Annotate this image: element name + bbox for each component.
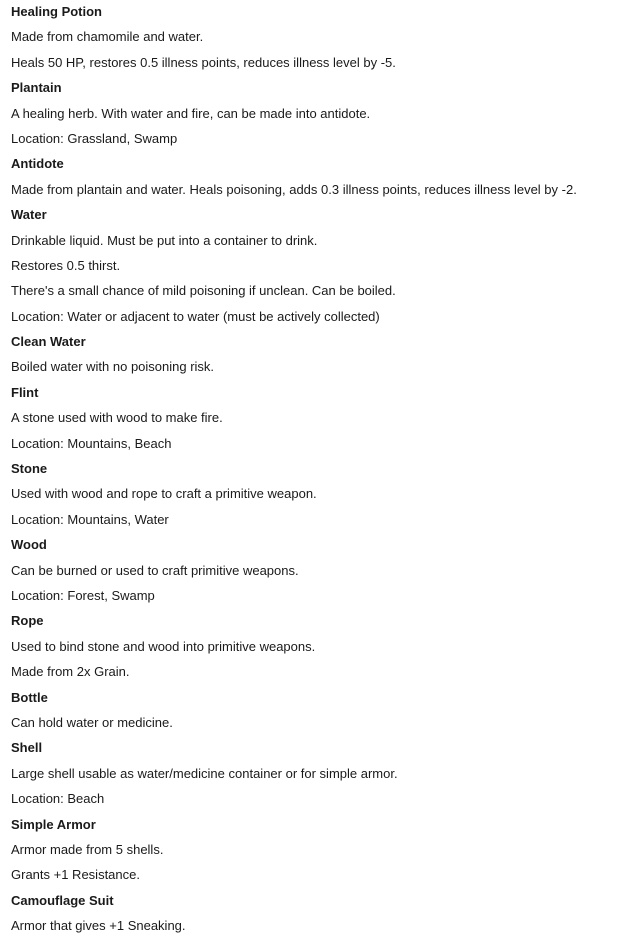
item-description-line: Large shell usable as water/medicine container or for simple armor. [11, 765, 398, 781]
item-entry [11, 3, 638, 79]
item-description-line: Grants +1 Resistance. [11, 867, 140, 883]
item-description-line: Location: Water or adjacent to water (must be actively collected) [11, 308, 380, 324]
item-description-line: Restores 0.5 thirst. [11, 257, 121, 273]
item-description-line: A healing herb. With water and fire, can be made into antidote. [11, 105, 371, 121]
item-entry [11, 333, 638, 384]
item-name: Bottle [11, 689, 48, 705]
item-description-line: Used with wood and rope to craft a primitive weapon. [11, 486, 317, 502]
item-name: Shell [11, 740, 43, 756]
item-description-line: Heals 50 HP, restores 0.5 illness points, reduces illness level by -5. [11, 54, 396, 70]
item-description-line: Made from 2x Grain. [11, 664, 130, 680]
item-entry [11, 689, 638, 740]
item-entry [11, 460, 638, 536]
item-description-line: A stone used with wood to make fire. [11, 410, 223, 426]
item-name: Stone [11, 461, 48, 477]
item-entry [11, 612, 638, 688]
item-description-line: Armor made from 5 shells. [11, 841, 164, 857]
item-description-line: Used to bind stone and wood into primitive weapons. [11, 638, 316, 654]
item-name: Camouflage Suit [11, 892, 114, 908]
item-name: Antidote [11, 156, 64, 172]
item-description-line: Location: Grassland, Swamp [11, 130, 178, 146]
item-description-line: Boiled water with no poisoning risk. [11, 359, 215, 375]
item-name: Water [11, 207, 47, 223]
item-entry [11, 155, 638, 206]
item-name: Rope [11, 613, 44, 629]
item-entry [11, 892, 638, 943]
item-description-line: Location: Mountains, Water [11, 511, 169, 527]
item-description-line: There's a small chance of mild poisoning if unclean. Can be boiled. [11, 283, 396, 299]
item-description-line: Armor that gives +1 Sneaking. [11, 918, 186, 934]
item-description-line: Made from chamomile and water. [11, 29, 204, 45]
item-description-line: Location: Mountains, Beach [11, 435, 172, 451]
item-description-line: Drinkable liquid. Must be put into a container to drink. [11, 232, 318, 248]
item-entry [11, 536, 638, 612]
item-description-line: Can be burned or used to craft primitive weapons. [11, 562, 299, 578]
item-name: Healing Potion [11, 4, 102, 19]
item-name: Plantain [11, 80, 62, 96]
item-name: Clean Water [11, 334, 86, 350]
item-name: Flint [11, 384, 39, 400]
item-entry [11, 816, 638, 892]
item-entry [11, 739, 638, 815]
item-description-line: Location: Forest, Swamp [11, 587, 155, 603]
item-entry [11, 79, 638, 155]
item-entry [11, 206, 638, 333]
item-description-line: Made from plantain and water. Heals poisoning, adds 0.3 illness points, reduces illness level by -2. [11, 181, 577, 197]
item-description-line: Location: Beach [11, 791, 105, 807]
item-entry [11, 384, 638, 460]
item-description-line: Can hold water or medicine. [11, 714, 173, 730]
item-name: Wood [11, 537, 47, 553]
item-name: Simple Armor [11, 816, 96, 832]
